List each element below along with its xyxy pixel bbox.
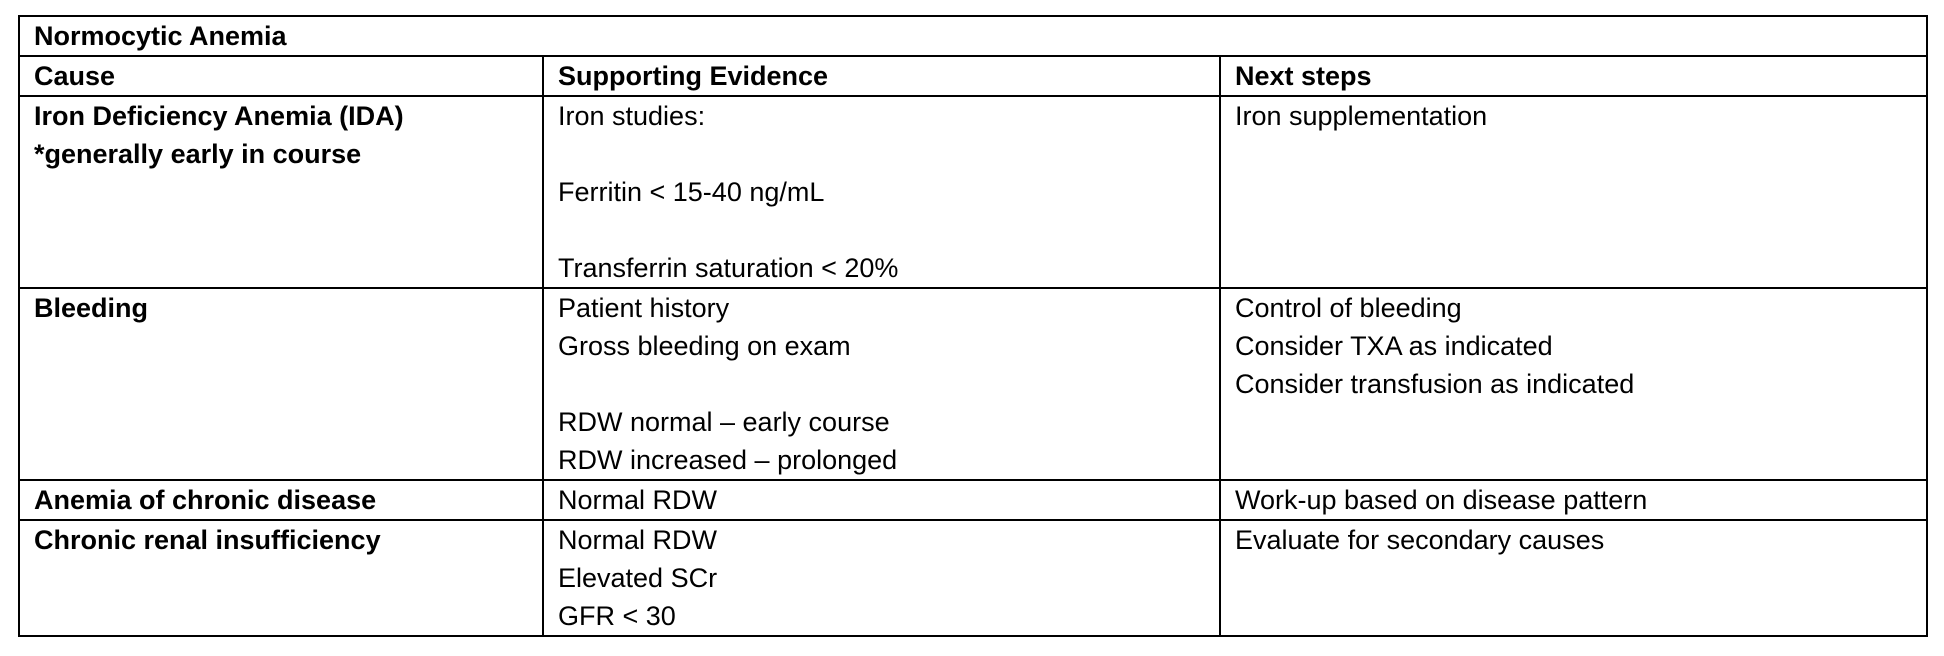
table-row-bleeding — [19, 288, 1927, 480]
next-step-line: Iron supplementation — [1235, 101, 1488, 131]
header-row — [19, 56, 1927, 96]
table-row-ida — [19, 96, 1927, 288]
cause-cell — [19, 288, 543, 480]
cause-line: Bleeding — [34, 293, 149, 323]
header-supporting-evidence: Supporting Evidence — [543, 56, 1220, 96]
header-cause: Cause — [19, 56, 543, 96]
evidence-line: RDW increased – prolonged — [558, 445, 898, 475]
evidence-line: Ferritin < 15-40 ng/mL — [558, 177, 825, 207]
evidence-cell — [543, 96, 1220, 288]
cause-cell — [19, 480, 543, 520]
header-next-steps: Next steps — [1220, 56, 1927, 96]
blank-line — [558, 365, 1205, 403]
evidence-line: Normal RDW — [558, 485, 717, 515]
blank-line — [558, 211, 1205, 249]
next-steps-cell — [1220, 480, 1927, 520]
evidence-cell — [543, 480, 1220, 520]
next-steps-cell — [1220, 96, 1927, 288]
title-row — [19, 16, 1927, 56]
cause-line: Chronic renal insufficiency — [34, 525, 381, 555]
evidence-line: RDW normal – early course — [558, 407, 890, 437]
evidence-line: Transferrin saturation < 20% — [558, 253, 899, 283]
evidence-cell — [543, 520, 1220, 636]
cause-cell — [19, 96, 543, 288]
evidence-line: Elevated SCr — [558, 563, 718, 593]
next-step-line: Evaluate for secondary causes — [1235, 525, 1605, 555]
table-title: Normocytic Anemia — [19, 16, 1927, 56]
cause-cell — [19, 520, 543, 636]
normocytic-anemia-table — [18, 15, 1928, 637]
evidence-line: Normal RDW — [558, 525, 717, 555]
cause-line: Anemia of chronic disease — [34, 485, 377, 515]
next-step-line: Work-up based on disease pattern — [1235, 485, 1648, 515]
evidence-line: Iron studies: — [558, 101, 706, 131]
cause-note: *generally early in course — [34, 139, 362, 169]
evidence-line: Patient history — [558, 293, 730, 323]
evidence-line: GFR < 30 — [558, 601, 676, 631]
blank-line — [558, 135, 1205, 173]
table-row-renal-insufficiency — [19, 520, 1927, 636]
next-step-line: Consider TXA as indicated — [1235, 331, 1553, 361]
next-steps-cell — [1220, 520, 1927, 636]
evidence-line: Gross bleeding on exam — [558, 331, 851, 361]
next-step-line: Control of bleeding — [1235, 293, 1462, 323]
evidence-cell — [543, 288, 1220, 480]
next-steps-cell — [1220, 288, 1927, 480]
cause-line: Iron Deficiency Anemia (IDA) — [34, 101, 404, 131]
next-step-line: Consider transfusion as indicated — [1235, 369, 1635, 399]
table-row-chronic-disease — [19, 480, 1927, 520]
